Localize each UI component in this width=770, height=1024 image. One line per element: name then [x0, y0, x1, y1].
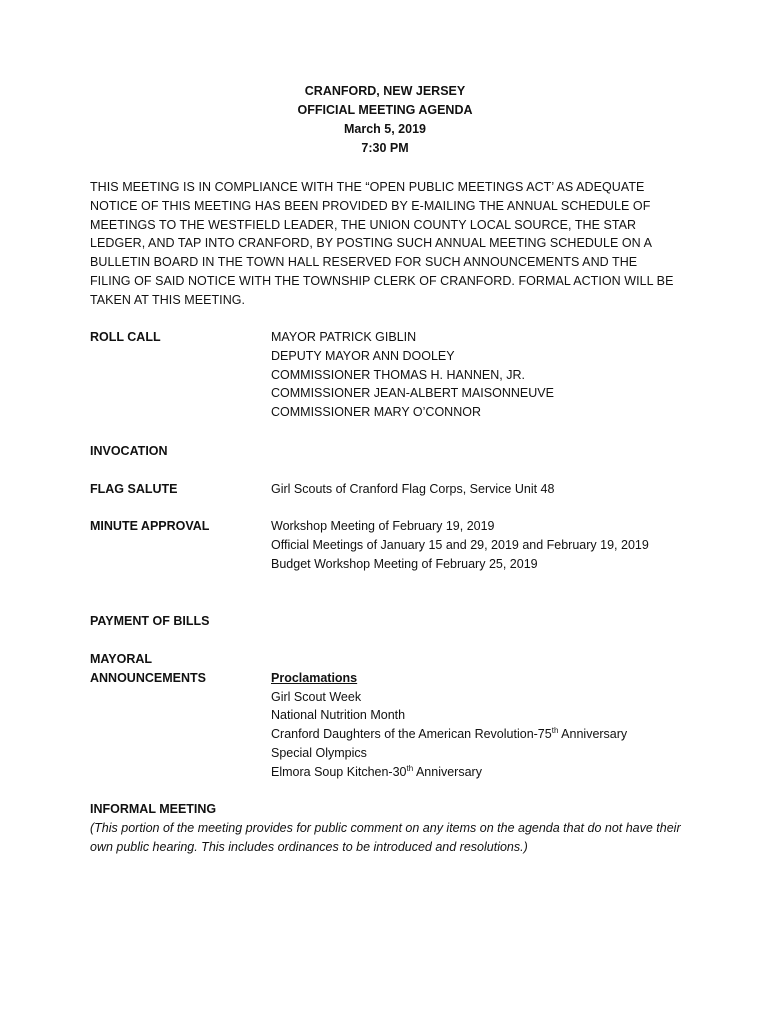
proclamation-item: [271, 725, 681, 744]
header-title: OFFICIAL MEETING AGENDA: [297, 103, 473, 117]
roll-call-member: COMMISSIONER JEAN-ALBERT MAISONNEUVE: [271, 386, 554, 401]
mayoral-label-line1: MAYORAL: [90, 652, 153, 666]
proclamation-text: Elmora Soup Kitchen-30: [271, 764, 407, 779]
informal-meeting-title: INFORMAL MEETING: [90, 802, 217, 816]
roll-call-member: MAYOR PATRICK GIBLIN: [271, 330, 417, 344]
roll-call-member: COMMISSIONER MARY O’CONNOR: [271, 405, 481, 420]
roll-call-members: [271, 328, 681, 422]
proclamation-item: National Nutrition Month: [271, 708, 406, 723]
minute-item: Budget Workshop Meeting of February 25, 2019: [271, 556, 538, 571]
header-time: 7:30 PM: [361, 141, 409, 155]
minute-item: Workshop Meeting of February 19, 2019: [271, 519, 495, 533]
mayoral-label-line2: ANNOUNCEMENTS: [90, 670, 206, 685]
agenda-header: [0, 82, 770, 158]
proclamation-text-tail: Anniversary: [413, 764, 482, 779]
proclamation-item: Girl Scout Week: [271, 689, 362, 704]
ordinal-suffix: th: [406, 763, 414, 773]
proclamations-list: [271, 669, 681, 782]
minute-item: Official Meetings of January 15 and 29, 2019 and February 19, 2019: [271, 537, 649, 552]
proclamation-item: Special Olympics: [271, 745, 367, 760]
minute-approval-label: MINUTE APPROVAL: [90, 519, 210, 533]
minute-approval-items: [271, 517, 681, 573]
proclamation-text: Cranford Daughters of the American Revolution-75: [271, 727, 552, 742]
flag-salute-text: Girl Scouts of Cranford Flag Corps, Service Unit 48: [271, 482, 555, 496]
payment-of-bills-label: PAYMENT OF BILLS: [90, 614, 210, 628]
roll-call-member: DEPUTY MAYOR ANN DOOLEY: [271, 348, 455, 363]
invocation-label: INVOCATION: [90, 444, 168, 458]
ordinal-suffix: th: [551, 726, 559, 736]
flag-salute-label: FLAG SALUTE: [90, 482, 178, 496]
proclamation-text-tail: Anniversary: [558, 727, 628, 742]
roll-call-label: ROLL CALL: [90, 330, 161, 344]
proclamation-item: [271, 763, 681, 782]
mayoral-announcements-label: [90, 650, 270, 688]
header-municipality: CRANFORD, NEW JERSEY: [304, 84, 466, 98]
informal-meeting-section: [90, 800, 690, 856]
proclamations-heading: Proclamations: [271, 670, 358, 685]
compliance-notice: THIS MEETING IS IN COMPLIANCE WITH THE “OPEN PUBLIC MEETINGS ACT’ AS ADEQUATE NOTICE OF THIS MEETING HAS BEEN PROVIDED BY E-MAILING THE ANNUAL SCHEDULE OF MEETINGS TO THE WESTFIELD LEADER, THE UNION COUNTY LOCAL SOURCE, THE STAR LEDGER, AND TAP INTO CRANFORD, BY POSTING SUCH ANNUAL MEETING SCHEDULE ON A BULLETIN BOARD IN THE TOWN HALL RESERVED FOR SUCH ANNOUNCEMENTS AND THE FILING OF SAID NOTICE WITH THE TOWNSHIP CLERK OF CRANFORD. FORMAL ACTION WILL BE TAKEN AT THIS MEETING.: [90, 180, 674, 307]
header-date: March 5, 2019: [344, 122, 426, 136]
roll-call-member: COMMISSIONER THOMAS H. HANNEN, JR.: [271, 367, 525, 382]
informal-meeting-description: (This portion of the meeting provides for public comment on any items on the agenda that do not have their own public hearing. This includes ordinances to be introduced and resolutions.): [90, 820, 681, 854]
